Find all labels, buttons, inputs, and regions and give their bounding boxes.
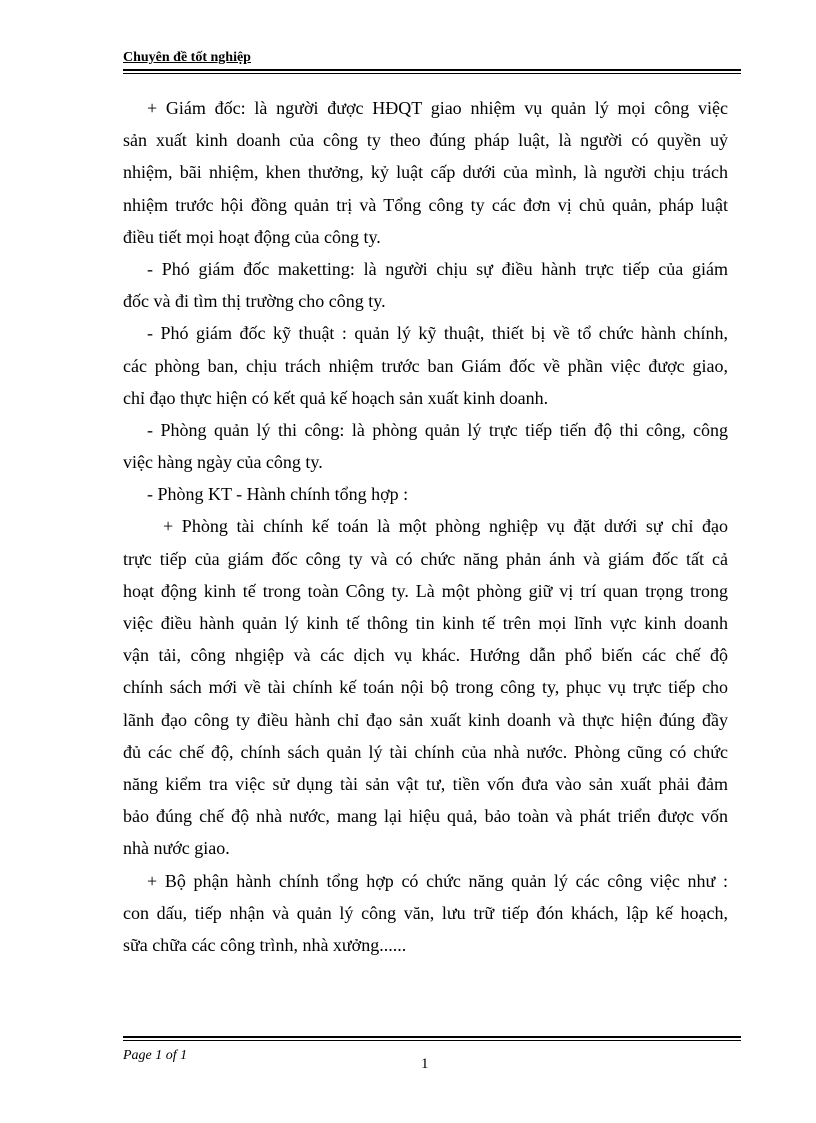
text-line: chính sách mới về tài chính kế toán nội bộ trong công ty, phục vụ trực tiếp cho <box>123 677 728 698</box>
paragraph <box>123 478 728 510</box>
text-line: nhiệm, bãi nhiệm, khen thưởng, kỷ luật cấp dưới của mình, là người chịu trách <box>123 162 728 183</box>
paragraph <box>123 253 728 317</box>
paragraph <box>123 510 728 864</box>
text-line: các phòng ban, chịu trách nhiệm trước ban Giám đốc về phần việc được giao, <box>123 355 728 376</box>
text-line: con dấu, tiếp nhận và quản lý công văn, lưu trữ tiếp đón khách, lập kế hoạch, <box>123 902 728 923</box>
document-body <box>123 92 728 961</box>
text-line: việc hàng ngày của công ty. <box>123 452 323 473</box>
paragraph <box>123 317 728 414</box>
text-line: - Phó giám đốc kỹ thuật : quản lý kỹ thuật, thiết bị về tổ chức hành chính, <box>147 323 728 344</box>
text-line: đốc và đi tìm thị trường cho công ty. <box>123 291 386 312</box>
text-line: sữa chữa các công trình, nhà xưởng...... <box>123 934 407 955</box>
page-header <box>123 48 741 74</box>
text-line: việc điều hành quản lý kinh tế thông tin kinh tế trên mọi lĩnh vực kinh doanh <box>123 613 728 633</box>
text-line: điều tiết mọi hoạt động của công ty. <box>123 226 381 247</box>
text-line: trực tiếp của giám đốc công ty và có chức năng phản ánh và giám đốc tất cả <box>123 548 728 569</box>
text-line: chỉ đạo thực hiện có kết quả kế hoạch sản xuất kinh doanh. <box>123 387 549 408</box>
paragraph <box>123 865 728 962</box>
text-line: + Phòng tài chính kế toán là một phòng nghiệp vụ đặt dưới sự chỉ đạo <box>163 516 728 537</box>
page-number: 1 <box>421 1056 429 1072</box>
text-line: sản xuất kinh doanh của công ty theo đúng pháp luật, là người có quyền uỷ <box>123 130 728 151</box>
paragraph <box>123 92 728 253</box>
text-line: - Phòng KT - Hành chính tổng hợp : <box>147 484 409 505</box>
footer-double-rule <box>123 1036 741 1041</box>
header-title: Chuyên đề tốt nghiệp <box>123 50 251 65</box>
page-of-label: Page 1 of 1 <box>123 1048 188 1063</box>
text-line: + Giám đốc: là người được HĐQT giao nhiệm vụ quản lý mọi công việc <box>147 98 728 118</box>
page-footer <box>123 1036 741 1072</box>
text-line: đủ các chế độ, chính sách quản lý tài chính của nhà nước. Phòng cũng có chức <box>123 741 728 762</box>
header-double-rule <box>123 69 741 74</box>
text-line: vận tải, công nhgiệp và các dịch vụ khác. Hướng dẫn phổ biến các chế độ <box>123 645 728 666</box>
text-line: bảo đúng chế độ nhà nước, mang lại hiệu quả, bảo toàn và phát triển được vốn <box>123 806 728 827</box>
paragraph <box>123 414 728 478</box>
text-line: + Bộ phận hành chính tổng hợp có chức năng quản lý các công việc như : <box>147 870 728 891</box>
text-line: năng kiểm tra việc sử dụng tài sản vật tư, tiền vốn đưa vào sản xuất phải đảm <box>123 773 728 794</box>
text-line: lãnh đạo công ty điều hành chỉ đạo sản xuất kinh doanh và thực hiện đúng đầy <box>123 709 728 730</box>
text-line: - Phó giám đốc maketting: là người chịu sự điều hành trực tiếp của giám <box>147 258 728 279</box>
text-line: nhà nước giao. <box>123 838 230 859</box>
text-line: - Phòng quản lý thi công: là phòng quản lý trực tiếp tiến độ thi công, công <box>147 419 728 440</box>
text-line: nhiệm trước hội đồng quản trị và Tổng công ty các đơn vị chủ quản, pháp luật <box>123 194 728 215</box>
text-line: hoạt động kinh tế trong toàn Công ty. Là một phòng giữ vị trí quan trọng trong <box>123 580 728 601</box>
